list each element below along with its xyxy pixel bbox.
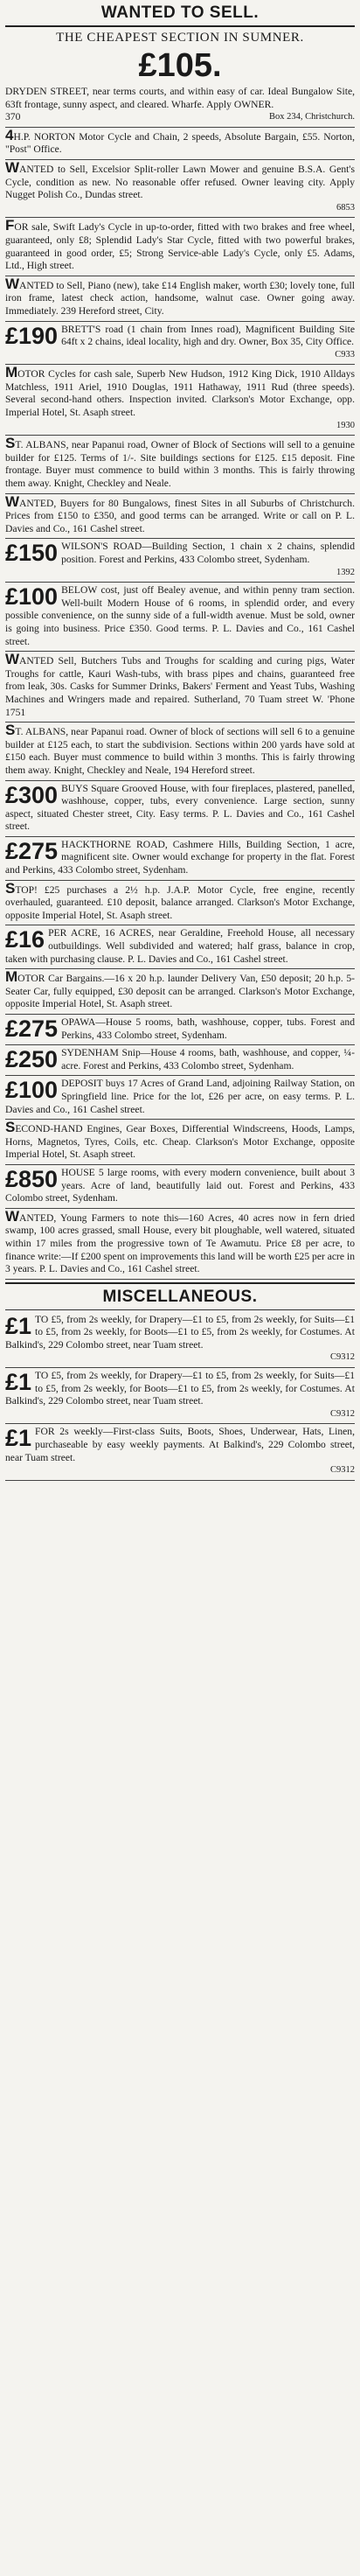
ad-lead: £275 bbox=[5, 1016, 59, 1042]
ad-body-text: ANTED, Young Farmers to note this—160 Acres, 40 acres now in fern dried swamp, 100 acres grassed, small House, every bit ploughable, well watered, situated within 17 miles from the progressive town of Te Awamutu. Price £8 per acre, to finance write:—If £200 spent on improvements this land will be worth £25 per acre in 3 years. P. L. Davies and Co., 161 Cashel street. bbox=[5, 1211, 355, 1275]
ad-body-text: BELOW cost, just off Bealey avenue, and within penny tram section. Well-built Modern House of 6 rooms, in splendid order, and every possible convenience, on the sunny side of a full-width avenue. Must be sold, owner is going into business. Price £350. Good terms. P. L. Davies and Co., 161 Cashel street. bbox=[5, 584, 355, 647]
ad-reference-line bbox=[5, 1408, 355, 1421]
ad-reference-line bbox=[5, 111, 355, 124]
ad-body-text: T. ALBANS, near Papanui road. Owner of block of sections will sell 6 to a genuine builder at £125 each, to start the subdivision. Sections within 200 yards have sold at £150 each. Buyer must commence to build within 3 months. This is fairly throwing them away. Knight, Checkley and Neale, 194 Hereford street. bbox=[5, 726, 355, 776]
ad-body-text: OPAWA—House 5 rooms, bath, washhouse, copper, tubs. Forest and Perkins, 433 Colombo street, Sydenham. bbox=[61, 1016, 355, 1041]
ad-lead: £850 bbox=[5, 1165, 59, 1192]
headline-price-block bbox=[5, 47, 355, 84]
classified-ad bbox=[5, 1015, 355, 1045]
ad-lead: W bbox=[5, 276, 20, 292]
classified-ad bbox=[5, 160, 355, 218]
ad-body-text: TO £5, from 2s weekly, for Drapery—£1 to £5, from 2s weekly, for Suits—£1 to £5, from 2s weekly, for Boots—£1 to £5, from 2s weekly, for Costumes. At Balkind's, 229 Colombo street, near Tuam street. bbox=[5, 1313, 355, 1351]
classified-ad bbox=[5, 436, 355, 493]
ad-body-text: ECOND-HAND Engines, Gear Boxes, Differential Windscreens, Hoods, Lamps, Horns, Magnetos, Tyres, Coils, etc. Cheap. Clarkson's Motor Exchange, opposite Imperial Hotel, St. Asaph street. bbox=[5, 1123, 355, 1161]
ad-lead: W bbox=[5, 493, 20, 510]
headline-price: £105. bbox=[138, 47, 222, 84]
ad-body-text: DRYDEN STREET, near terms courts, and within easy of car. Ideal Bungalow Site, 63ft frontage, sunny aspect, and cleared. Wharfe. Apply OWNER. bbox=[5, 86, 355, 110]
classified-ad bbox=[5, 276, 355, 322]
classified-ad bbox=[5, 84, 355, 128]
ad-lead: £190 bbox=[5, 322, 59, 349]
section-subtitle: THE CHEAPEST SECTION IN SUMNER. bbox=[56, 31, 304, 45]
ad-lead: S bbox=[5, 880, 16, 897]
ad-body-text: FOR 2s weekly—First-class Suits, Boots, Shoes, Underwear, Hats, Linen, purchaseable by easy weekly payments. At Balkind's, 229 Colombo street, near Tuam street. bbox=[5, 1426, 355, 1463]
ad-lead: W bbox=[5, 159, 20, 176]
ad-lead: M bbox=[5, 365, 18, 381]
wanted-to-sell-ads bbox=[5, 84, 355, 1280]
ad-lead: F bbox=[5, 218, 15, 234]
classified-ad bbox=[5, 1312, 355, 1368]
ad-ref-code: C9312 bbox=[329, 1352, 355, 1363]
ad-body-text: SYDENHAM Snip—House 4 rooms, bath, washhouse, and copper, ¼-acre. Forest and Perkins, 433 Colombo street, Sydenham. bbox=[61, 1047, 355, 1072]
classified-ad bbox=[5, 723, 355, 780]
ad-lead: S bbox=[5, 723, 16, 739]
classified-ad bbox=[5, 837, 355, 881]
ad-lead: S bbox=[5, 1120, 16, 1136]
ad-ref-code: 6853 bbox=[336, 202, 355, 213]
ad-lead: W bbox=[5, 1208, 20, 1225]
ad-lead: W bbox=[5, 652, 20, 668]
ad-ref-code: C933 bbox=[335, 349, 355, 360]
classified-ad bbox=[5, 128, 355, 160]
ad-ref-code: Box 234, Christchurch. bbox=[269, 112, 355, 122]
ad-reference-line bbox=[5, 1351, 355, 1365]
ad-body-text: HOUSE 5 large rooms, with every modern convenience, built about 3 years. Acre of land, beautifully laid out. Forest and Perkins, 433 Colombo street, Sydenham. bbox=[5, 1166, 355, 1204]
classified-ad bbox=[5, 322, 355, 366]
classified-ad bbox=[5, 365, 355, 436]
classified-ad bbox=[5, 218, 355, 276]
ad-body-text: OTOR Car Bargains.—16 x 20 h.p. launder Delivery Van, £50 deposit; 20 h.p. 5-Seater Car, fully equipped, £30 deposit can be arranged. Clarkson's Motor Exchange, opposite Imperial Hotel, St. Asaph street. bbox=[5, 973, 355, 1010]
ad-lead: £1 bbox=[5, 1312, 32, 1339]
classified-ad bbox=[5, 1165, 355, 1209]
ad-reference-line bbox=[5, 349, 355, 362]
ad-body-text: HACKTHORNE ROAD, Cashmere Hills, Building Section, 1 acre, magnificent site. Owner would exchange for property in the flat. Forest and Perkins, 433 Colombo street, Sydenham. bbox=[5, 838, 355, 876]
classified-ad bbox=[5, 652, 355, 723]
ad-ref-code: C9312 bbox=[329, 1408, 355, 1419]
ad-lead: £1 bbox=[5, 1425, 32, 1452]
ad-lead: £250 bbox=[5, 1046, 59, 1073]
ad-lead: £16 bbox=[5, 926, 45, 953]
ad-body-text: WILSON'S ROAD—Building Section, 1 chain x 2 chains, splendid position. Forest and Perkins, 433 Colombo street, Sydenham. bbox=[61, 541, 355, 565]
ad-lead: S bbox=[5, 436, 16, 452]
ad-reference-line bbox=[5, 1464, 355, 1477]
classified-ad bbox=[5, 494, 355, 540]
divider bbox=[5, 1282, 355, 1284]
ad-reference-line bbox=[5, 202, 355, 215]
classified-ad bbox=[5, 1120, 355, 1165]
section-title: WANTED TO SELL. bbox=[100, 3, 260, 22]
ad-body-text: ANTED, Buyers for 80 Bungalows, finest Sites in all Suburbs of Christchurch. Prices from £150 to £350, and good terms can be arranged. Write or call on P. L. Davies and Co., 161 Cashel street. bbox=[5, 497, 355, 534]
ad-body-text: ANTED to Sell, Piano (new), take £14 English maker, worth £30; lovely tone, full iron frame, latest check action, handsome, walnut case. Owner going away. Immediately. 239 Hereford street, City. bbox=[5, 279, 355, 317]
ad-body-text: OR sale, Swift Lady's Cycle in up-to-order, fitted with two brakes and free wheel, guaranteed, only £8; Splendid Lady's Star Cycle, fitted with two powerful brakes, guaranteed in good order, £5; Strong Service-able Lady's Cycle, only £5. Adams, Ltd., High street. bbox=[5, 221, 355, 272]
ad-body-text: DEPOSIT buys 17 Acres of Grand Land, adjoining Railway Station, on Springfield line. Price for the lot, £26 per acre, on easy terms. P. L. Davies and Co., 161 Cashel street. bbox=[5, 1078, 355, 1115]
ad-body-text: TO £5, from 2s weekly, for Drapery—£1 to £5, from 2s weekly, for Suits—£1 to £5, from 2s weekly, for Boots—£1 to £5, from 2s weekly, for Costumes. At Balkind's, 229 Colombo street, near Tuam street. bbox=[5, 1370, 355, 1407]
classified-ad bbox=[5, 781, 355, 837]
classified-ad bbox=[5, 969, 355, 1015]
classified-ad bbox=[5, 539, 355, 583]
divider bbox=[5, 1309, 355, 1310]
ad-body-text: ANTED Sell, Butchers Tubs and Troughs for scalding and curing pigs, Water Troughs for cattle, Kauri Wash-tubs, with brass pipes and chains, guaranteed free from leak, 30s. Casks for Summer Drinks, Bakers' Ferment and Yeast Tubs, Washing Machines and Wringers made and repaired. Sutherland, 70 Tuam street W. 'Phone 1751 bbox=[5, 655, 355, 718]
ad-ref-code: C9312 bbox=[329, 1465, 355, 1476]
ad-reference-line bbox=[5, 567, 355, 580]
classified-ad bbox=[5, 1368, 355, 1424]
classified-ad bbox=[5, 925, 355, 969]
classified-ad bbox=[5, 583, 355, 652]
ad-body-text: H.P. NORTON Motor Cycle and Chain, 2 speeds, Absolute Bargain, £55. Norton, "Post" Office. bbox=[5, 130, 355, 156]
classified-ad bbox=[5, 1076, 355, 1120]
ad-body-text: BRETT'S road (1 chain from Innes road), Magnificent Building Site 64ft x 2 chains, ideal locality, high and dry. Owner, Box 35, City Office. bbox=[61, 323, 355, 348]
divider bbox=[5, 25, 355, 27]
ad-lead: M bbox=[5, 969, 18, 986]
ad-body-text: ANTED to Sell, Excelsior Split-roller Lawn Mower and genuine B.S.A. Gent's Cycle, condition as new. No reasonable offer refused. Owner leaving city. Apply Nugget Polish Co., Dundas street. bbox=[5, 163, 355, 201]
ad-body-text: T. ALBANS, near Papanui road, Owner of Block of Sections will sell to a genuine builder for £125. Terms of 1/-. Site buildings sections for £125. £15 deposit. Fine frontage. Buyer must commence to build within 3 months. This is fairly throwing them away. Knight, Checkley and Neale. bbox=[5, 439, 355, 490]
ad-body-text: OTOR Cycles for cash sale, Superb New Hudson, 1912 King Dick, 1910 Alldays Matchless, 1911 Ariel, 1910 Douglas, 1911 Hathaway, 1911 Rud (three speeds). Several second-hand others. Inspection invited. Clarkson's Motor Exchange, opp. Imperial Hotel, St. Asaph street. bbox=[5, 368, 355, 419]
miscellaneous-ads bbox=[5, 1312, 355, 1481]
classified-ad bbox=[5, 1209, 355, 1280]
ad-body-text: BUYS Square Grooved House, with four fireplaces, plastered, panelled, washhouse, copper, tubs, every convenience. Large section, sunny aspect, situated Chester street, City. Easy terms. P. L. Davies and Co., 161 Cashel street. bbox=[5, 782, 355, 833]
misc-section-title: MISCELLANEOUS. bbox=[102, 1287, 258, 1306]
classified-ad bbox=[5, 1045, 355, 1076]
ad-ref-code: 1392 bbox=[336, 567, 355, 577]
ad-ref-number: 370 bbox=[5, 111, 21, 123]
classified-ad bbox=[5, 1424, 355, 1480]
ad-body-text: TOP! £25 purchases a 2½ h.p. J.A.P. Motor Cycle, free engine, recently overhauled, guaranteed. £10 deposit, balance arranged. Clarkson's Motor Exchange, opposite Imperial Hotel, St. Asaph street. bbox=[5, 883, 355, 921]
ad-body-text: PER ACRE, 16 ACRES, near Geraldine, Freehold House, all necessary outbuildings. Well subdivided and watered; half grass, balance in crop, taken with purchasing clause. P. L. Davies and Co., 161 Cashel street. bbox=[5, 927, 355, 965]
ad-lead: £275 bbox=[5, 837, 59, 864]
ad-lead: 4 bbox=[5, 127, 14, 143]
classified-ad bbox=[5, 881, 355, 926]
ad-lead: £1 bbox=[5, 1369, 32, 1396]
classified-page bbox=[5, 0, 355, 1481]
ad-ref-code: 1930 bbox=[336, 420, 355, 430]
ad-lead: £100 bbox=[5, 583, 59, 611]
ad-lead: £150 bbox=[5, 540, 59, 567]
ad-reference-line bbox=[5, 420, 355, 433]
ad-lead: £300 bbox=[5, 781, 59, 808]
ad-lead: £100 bbox=[5, 1077, 59, 1104]
